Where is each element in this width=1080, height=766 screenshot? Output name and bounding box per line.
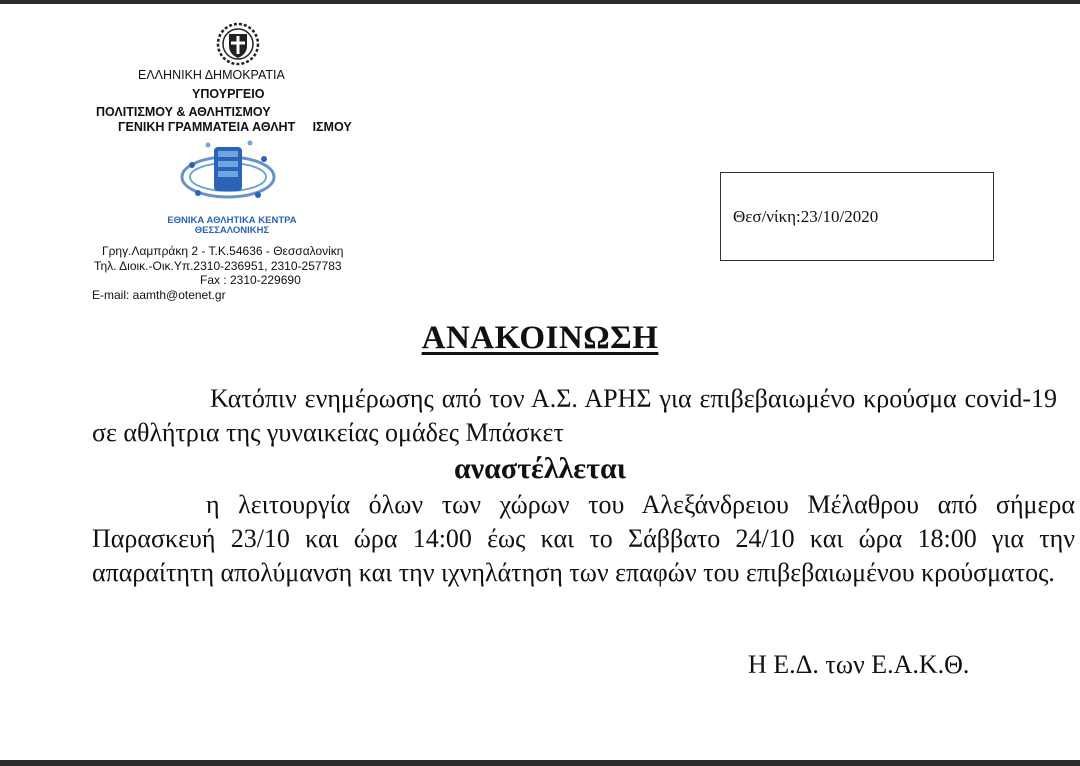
secretariat-name: ΓΕΝΙΚΗ ΓΡΑΜΜΑΤΕΙΑ ΑΘΛΗΤ ΙΣΜΟΥ <box>118 120 352 134</box>
logo-caption-line1: ΕΘΝΙΚΑ ΑΘΛΗΤΙΚΑ ΚΕΝΤΡΑ <box>167 215 297 226</box>
bottom-edge-border <box>0 760 1080 766</box>
date-text: Θεσ/νίκη:23/10/2020 <box>733 206 879 226</box>
phone-line: Τηλ. Διοικ.-Οικ.Υπ.2310-236951, 2310-257783 <box>94 259 342 273</box>
sports-centers-logo <box>178 135 278 213</box>
logo-caption <box>162 216 302 236</box>
greek-coat-of-arms-icon <box>216 22 260 66</box>
top-edge-border <box>0 0 1080 4</box>
signature: Η Ε.Δ. των Ε.Α.Κ.Θ. <box>748 650 970 679</box>
email-line: E-mail: aamth@otenet.gr <box>92 288 226 302</box>
ministry-label: ΥΠΟΥΡΓΕΙΟ <box>192 87 265 101</box>
date-box <box>720 172 994 261</box>
republic-label: ΕΛΛΗΝΙΚΗ ΔΗΜΟΚΡΑΤΙΑ <box>138 68 285 82</box>
ministry-name: ΠΟΛΙΤΙΣΜΟΥ & ΑΘΛΗΤΙΣΜΟΥ <box>96 105 271 119</box>
logo-caption-line2: ΘΕΣΣΑΛΟΝΙΚΗΣ <box>194 225 270 236</box>
paragraph-details: η λειτουργία όλων των χώρων του Αλεξάνδρειου Μέλαθρου από σήμερα Παρασκευή 23/10 και ώρα 14:00 έως και το Σάββατο 24/10 και ώρα 18:00 για την απαραίτητη απολύμανση και την ιχνηλάτηση των επαφών του επιβεβαιωμένου κρούσματος. <box>92 490 1075 587</box>
document-title: ΑΝΑΚΟΙΝΩΣΗ <box>421 320 659 356</box>
paragraph-intro: Κατόπιν ενημέρωσης από τον Α.Σ. ΑΡΗΣ για επιβεβαιωμένο κρούσμα covid-19 σε αθλήτρια της γυναικείας ομάδες Μπάσκετ <box>92 384 1057 447</box>
suspension-emphasis: αναστέλλεται <box>453 452 627 485</box>
address-line: Γρηγ.Λαμπράκη 2 - Τ.Κ.54636 - Θεσσαλονίκη <box>102 244 344 258</box>
fax-line: Fax : 2310-229690 <box>200 273 301 287</box>
